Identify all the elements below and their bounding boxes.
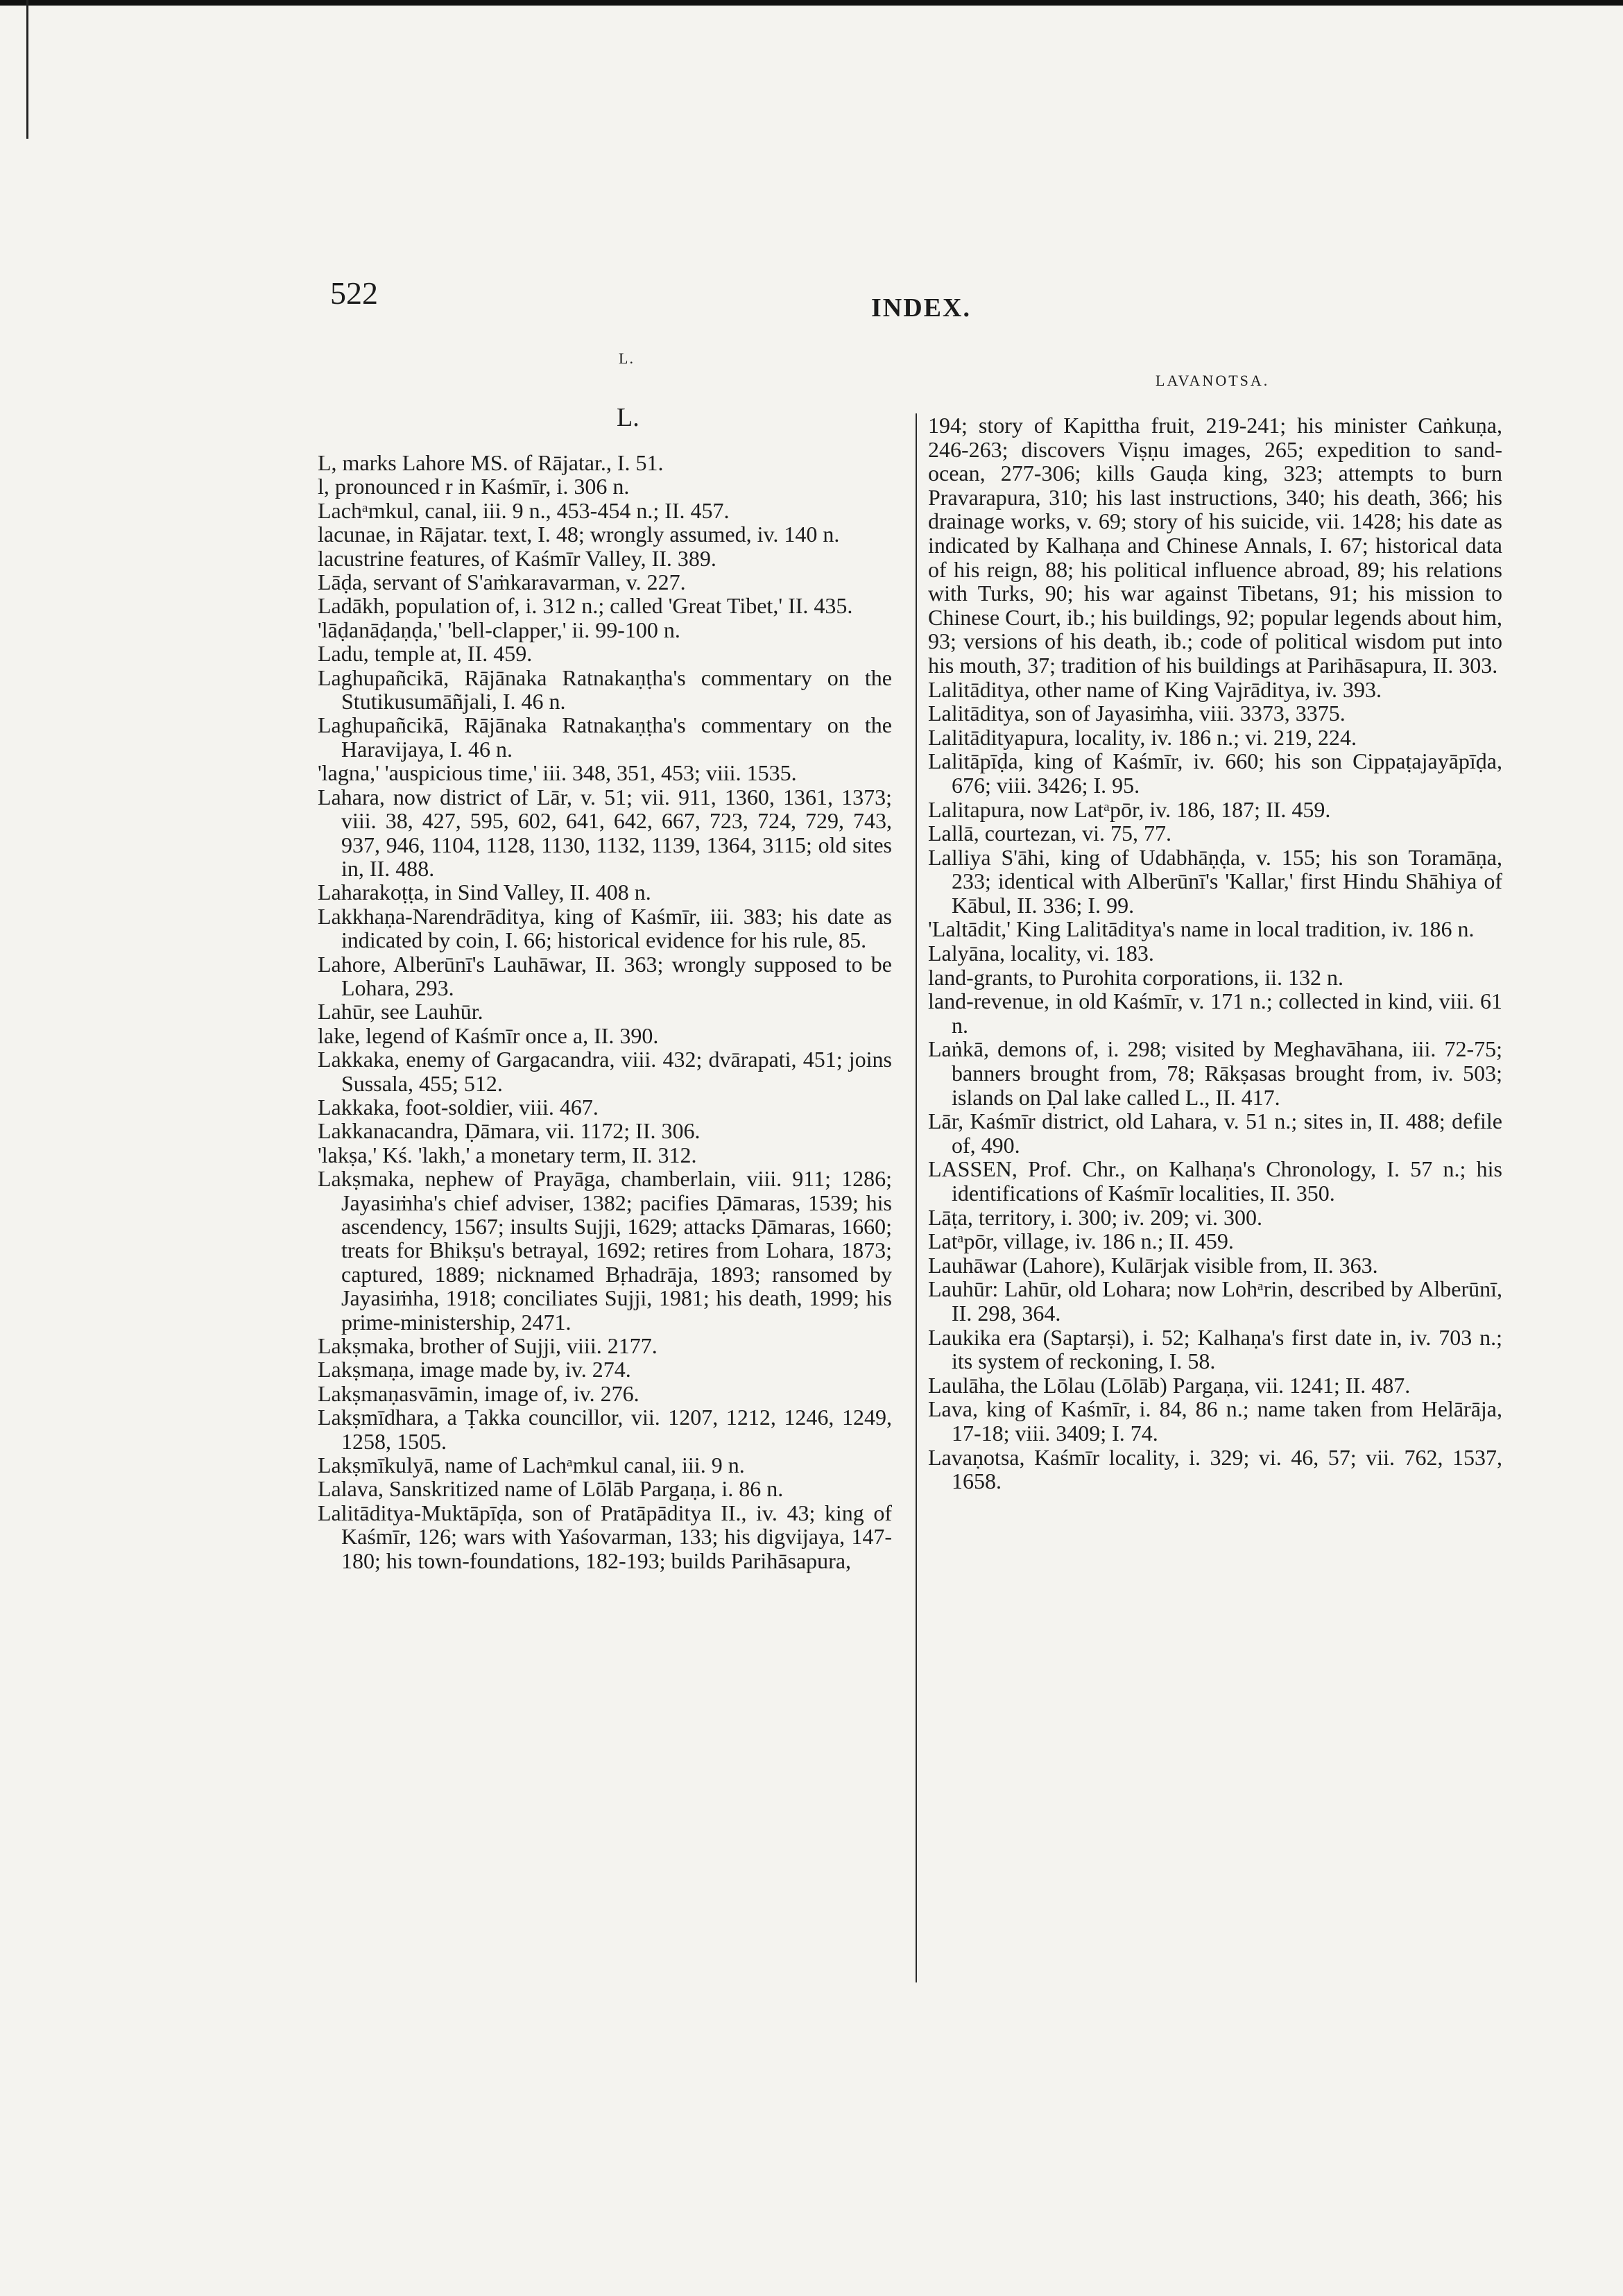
index-entry: Lakṣmaṇasvāmin, image of, iv. 276.: [318, 1380, 639, 1406]
index-column-right: [928, 413, 1502, 1493]
index-entry: l, pronounced r in Kaśmīr, i. 306 n.: [318, 474, 630, 499]
page-number: 522: [330, 275, 378, 311]
index-entry: land-grants, to Purohita corporations, ii. 132 n.: [928, 964, 1344, 990]
index-entry: lacustrine features, of Kaśmīr Valley, II. 389.: [318, 545, 716, 571]
index-entry: Lauhūr: Lahūr, old Lohara; now Lohᵃrin, described by Alberūnī, II. 298, 364.: [928, 1276, 1502, 1326]
index-entry: Lakṣmīkulyā, name of Lachᵃmkul canal, iii. 9 n.: [318, 1453, 745, 1478]
index-entry: Lava, king of Kaśmīr, i. 84, 86 n.; name taken from Helārāja, 17-18; viii. 3409; I. 74.: [928, 1396, 1502, 1446]
running-head-right: LAVANOTSA.: [1156, 372, 1270, 389]
index-entry: Lakṣmīdhara, a Ṭakka councillor, vii. 1207, 1212, 1246, 1249, 1258, 1505.: [318, 1405, 892, 1454]
index-entry: Lalitādityapura, locality, iv. 186 n.; vi. 219, 224.: [928, 724, 1357, 750]
index-entry: Lalliya S'āhi, king of Udabhāṇḍa, v. 155; his son Toramāṇa, 233; identical with Alberūnī's 'Kallar,' first Hindu Shāhiya of Kābul, II. 336; I. 99.: [928, 844, 1502, 918]
index-entry: Ladu, temple at, II. 459.: [318, 641, 533, 667]
index-entry: Lahore, Alberūnī's Lauhāwar, II. 363; wrongly supposed to be Lohara, 293.: [318, 951, 892, 1000]
index-entry: Lakkaka, enemy of Gargacandra, viii. 432; dvārapati, 451; joins Sussala, 455; 512.: [318, 1047, 892, 1096]
index-entry: Lalitāpīḍa, king of Kaśmīr, iv. 660; his son Cippaṭajayāpīḍa, 676; viii. 3426; I. 95.: [928, 748, 1502, 798]
index-entry: Lāḍa, servant of S'aṁkaravarman, v. 227.: [318, 569, 686, 595]
index-entry: Lakṣmaka, brother of Sujji, viii. 2177.: [318, 1333, 658, 1359]
index-entry-continuation: 194; story of Kapittha fruit, 219-241; his minister Caṅkuṇa, 246-263; discovers Viṣṇu images, 265; expedition to sand-ocean, 277-306; kills Gauḍa king, 323; attempts to burn Pravarapura, 310; his last instructions, 340; his death, 366; his drainage works, v. 69; story of his suicide, vii. 1428; his date as indicated by Kalhaṇa and Chinese Annals, I. 67; historical data of his reign, 88; his political influence abroad, 89; his relations with Turks, 90; his war against Tibetans, 91; his mission to Chinese Court, ib.; his buildings, 92; popular legends about him, 93; versions of his death, ib.; code of political wisdom put into his mouth, 37; tradition of his buildings at Parihāsapura, II. 303.: [928, 413, 1502, 678]
index-entry: Laukika era (Saptarṣi), i. 52; Kalhaṇa's first date in, iv. 703 n.; its system of reckoning, I. 58.: [928, 1324, 1502, 1374]
section-heading: L.: [617, 403, 639, 432]
page-top-edge: [0, 0, 1623, 6]
index-entry: Ladākh, population of, i. 312 n.; called 'Great Tibet,' II. 435.: [318, 593, 853, 619]
index-entry: Lalitāditya-Muktāpīḍa, son of Pratāpāditya II., iv. 43; king of Kaśmīr, 126; wars with Yaśovarman, 133; his digvijaya, 147-180; his town-foundations, 182-193; builds Parihāsapura,: [318, 1500, 892, 1573]
index-column-left: [318, 451, 892, 1573]
index-entry: land-revenue, in old Kaśmīr, v. 171 n.; collected in kind, viii. 61 n.: [928, 988, 1502, 1038]
index-entry: 'Laltādit,' King Lalitāditya's name in local tradition, iv. 186 n.: [928, 916, 1475, 942]
index-entry: Laṅkā, demons of, i. 298; visited by Meghavāhana, iii. 72-75; banners brought from, 78; Rākṣasas brought from, iv. 503; islands on Ḍal lake called L., II. 417.: [928, 1036, 1502, 1110]
index-entry: Lakṣmaṇa, image made by, iv. 274.: [318, 1357, 631, 1382]
index-entry: LASSEN, Prof. Chr., on Kalhaṇa's Chronology, I. 57 n.; his identifications of Kaśmīr localities, II. 350.: [928, 1156, 1502, 1206]
index-entry: Laulāha, the Lōlau (Lōlāb) Pargaṇa, vii. 1241; II. 487.: [928, 1372, 1411, 1398]
index-entry: Lalitāditya, other name of King Vajrāditya, iv. 393.: [928, 676, 1382, 702]
index-entry: L, marks Lahore MS. of Rājatar., I. 51.: [318, 450, 664, 475]
index-entry: Laghupañcikā, Rājānaka Ratnakaṇṭha's commentary on the Stutikusumāñjali, I. 46 n.: [318, 665, 892, 714]
index-entry: Lalitapura, now Latᵃpōr, iv. 186, 187; II. 459.: [928, 796, 1331, 822]
index-entry: Lāṭa, territory, i. 300; iv. 209; vi. 300.: [928, 1204, 1262, 1230]
index-entry: 'lāḍanāḍaṇḍa,' 'bell-clapper,' ii. 99-100 n.: [318, 617, 680, 642]
index-entry: Latᵃpōr, village, iv. 186 n.; II. 459.: [928, 1228, 1234, 1254]
running-head-left: L.: [619, 350, 635, 367]
index-entry: Lalava, Sanskritized name of Lōlāb Pargaṇa, i. 86 n.: [318, 1476, 784, 1502]
index-entry: Lakkhaṇa-Narendrāditya, king of Kaśmīr, iii. 383; his date as indicated by coin, I. 66; historical evidence for his rule, 85.: [318, 903, 892, 953]
index-entry: Lakṣmaka, nephew of Prayāga, chamberlain, viii. 911; 1286; Jayasiṁha's chief adviser, 1382; pacifies Ḍāmaras, 1539; his ascendency, 1567; insults Sujji, 1629; attacks Ḍāmaras, 1660; treats for Bhikṣu's betrayal, 1692; retires from Lohara, 1873; captured, 1889; nicknamed Bṛhadrāja, 1893; ransomed by Jayasiṁha, 1918; conciliates Sujji, 1981; his death, 1999; his prime-ministership, 2471.: [318, 1166, 892, 1335]
index-entry: Lauhāwar (Lahore), Kulārjak visible from, II. 363.: [928, 1252, 1378, 1278]
page-title: INDEX.: [871, 293, 971, 323]
index-entry: Lavaṇotsa, Kaśmīr locality, i. 329; vi. 46, 57; vii. 762, 1537, 1658.: [928, 1444, 1502, 1494]
index-entry: Lakkanacandra, Ḍāmara, vii. 1172; II. 306.: [318, 1118, 701, 1144]
index-entry: Lachᵃmkul, canal, iii. 9 n., 453-454 n.; II. 457.: [318, 497, 730, 523]
index-entry: Lahūr, see Lauhūr.: [318, 999, 483, 1025]
index-entry: 'lakṣa,' Kś. 'lakh,' a monetary term, II. 312.: [318, 1142, 697, 1167]
index-entry: Laghupañcikā, Rājānaka Ratnakaṇṭha's commentary on the Haravijaya, I. 46 n.: [318, 712, 892, 762]
index-entry: Lahara, now district of Lār, v. 51; vii. 911, 1360, 1361, 1373; viii. 38, 427, 595, 602, 641, 642, 667, 723, 724, 729, 743, 937, 946, 1104, 1128, 1130, 1132, 1139, 1364, 3115; old sites in, II. 488.: [318, 784, 892, 881]
page-left-edge: [26, 0, 28, 139]
index-entry: lake, legend of Kaśmīr once a, II. 390.: [318, 1022, 659, 1048]
index-entry: Lalyāna, locality, vi. 183.: [928, 941, 1154, 966]
index-entry: Lakkaka, foot-soldier, viii. 467.: [318, 1094, 599, 1120]
column-divider: [916, 413, 917, 1982]
index-entry: Lallā, courtezan, vi. 75, 77.: [928, 821, 1171, 846]
index-entry: Lalitāditya, son of Jayasiṁha, viii. 3373, 3375.: [928, 701, 1346, 726]
index-entry: 'lagna,' 'auspicious time,' iii. 348, 351, 453; viii. 1535.: [318, 760, 797, 786]
index-entry: Lār, Kaśmīr district, old Lahara, v. 51 n.; sites in, II. 488; defile of, 490.: [928, 1108, 1502, 1158]
index-entry: lacunae, in Rājatar. text, I. 48; wrongly assumed, iv. 140 n.: [318, 522, 840, 547]
index-entry: Laharakoṭṭa, in Sind Valley, II. 408 n.: [318, 880, 651, 905]
